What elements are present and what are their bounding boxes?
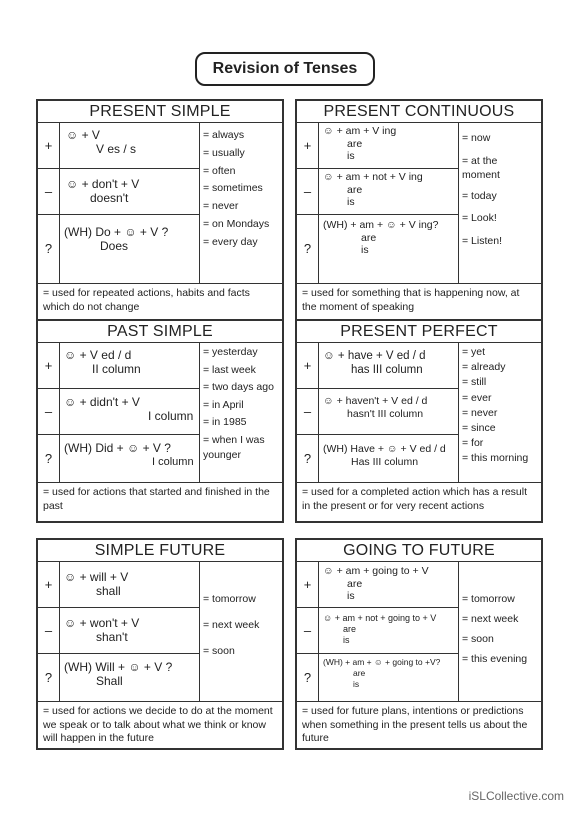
card-title: PRESENT PERFECT: [297, 321, 541, 343]
question-form: (WH) Do + ☺ + V ? Does: [64, 225, 169, 253]
card-grid: [297, 123, 541, 284]
negative-symbol: –: [38, 389, 59, 435]
question-symbol: ?: [303, 450, 312, 466]
usage-note: = used for repeated actions, habits and facts which do not change: [43, 287, 250, 313]
card-title: GOING TO FUTURE: [297, 540, 541, 562]
usage-note: = used for something that is happening now, at the moment of speaking: [302, 287, 520, 313]
negative-form: ☺ + am + not + V ing are is: [319, 169, 458, 215]
card-grid: [38, 123, 282, 284]
card-present-continuous: [295, 99, 543, 322]
signal-words: = yesterday = last week = two days ago = in April = in 1985 = when I was younger: [203, 346, 274, 461]
negative-symbol: –: [38, 169, 59, 215]
card-grid: [38, 343, 282, 483]
negative-form: ☺ + didn't + V I column: [60, 389, 199, 435]
signal-words: = now = at the moment = today = Look! = Listen!: [462, 132, 502, 247]
negative-symbol: –: [297, 389, 318, 435]
card-grid: [297, 343, 541, 483]
negative-form: ☺ + am + not + going to + V are is: [319, 608, 458, 654]
question-symbol: ?: [44, 241, 53, 256]
affirmative-symbol: +: [297, 123, 318, 169]
card-going-to-future: [295, 538, 543, 750]
negative-symbol: –: [297, 608, 318, 654]
negative-form: ☺ + don't + V doesn't: [60, 169, 199, 215]
watermark: iSLCollective.com: [468, 789, 564, 803]
card-grid: [297, 562, 541, 702]
question-symbol: ?: [44, 669, 53, 685]
card-title: PRESENT SIMPLE: [38, 101, 282, 123]
usage-note: = used for a completed action which has a result in the present or for very recent actions: [302, 486, 528, 512]
affirmative-symbol: +: [297, 343, 318, 389]
question-symbol: ?: [44, 450, 53, 466]
card-present-perfect: [295, 319, 543, 523]
negative-symbol: –: [38, 608, 59, 654]
card-title: SIMPLE FUTURE: [38, 540, 282, 562]
usage-note: = used for actions we decide to do at the moment we speak or to talk about what we think or know will happen in the future: [43, 705, 273, 744]
negative-symbol: –: [297, 169, 318, 215]
affirmative-symbol: +: [297, 562, 318, 608]
affirmative-form: ☺ + am + V ing are is: [319, 123, 458, 169]
card-present-simple: [36, 99, 284, 322]
affirmative-symbol: +: [38, 343, 59, 389]
negative-form: ☺ + won't + V shan't: [60, 608, 199, 654]
usage-note: = used for actions that started and finished in the past: [43, 486, 270, 512]
page-title: Revision of Tenses: [195, 52, 375, 86]
question-symbol: ?: [303, 669, 312, 685]
signal-words: = tomorrow = next week = soon: [203, 593, 260, 657]
question-form: (WH) Have + ☺ + V ed / d Has III column: [323, 443, 446, 468]
card-title: PRESENT CONTINUOUS: [297, 101, 541, 123]
card-grid: [38, 562, 282, 702]
negative-form: ☺ + haven't + V ed / d hasn't III column: [319, 389, 458, 435]
card-past-simple: [36, 319, 284, 523]
signal-words: = tomorrow = next week = soon = this evening: [462, 593, 528, 665]
signal-words: = yet = already = still = ever = never = since = for = this morning: [462, 346, 529, 465]
card-title: PAST SIMPLE: [38, 321, 282, 343]
question-form: (WH) Will + ☺ + V ? Shall: [64, 660, 173, 688]
affirmative-symbol: +: [38, 123, 59, 169]
question-form: (WH) Did + ☺ + V ? I column: [64, 441, 194, 468]
affirmative-symbol: +: [38, 562, 59, 608]
affirmative-form: ☺ + V ed / d II column: [60, 343, 199, 389]
question-symbol: ?: [303, 241, 312, 256]
usage-note: = used for future plans, intentions or predictions when something in the present tells us about the future: [302, 705, 528, 744]
affirmative-form: ☺ + V V es / s: [60, 123, 199, 169]
affirmative-form: ☺ + am + going to + V are is: [319, 562, 458, 608]
affirmative-form: ☺ + have + V ed / d has III column: [319, 343, 458, 389]
question-form: (WH) + am + ☺ + going to +V? are is: [323, 657, 441, 689]
signal-words: = always = usually = often = sometimes = never = on Mondays = every day: [203, 129, 270, 248]
question-form: (WH) + am + ☺ + V ing? are is: [323, 219, 439, 256]
affirmative-form: ☺ + will + V shall: [60, 562, 199, 608]
card-simple-future: [36, 538, 284, 750]
